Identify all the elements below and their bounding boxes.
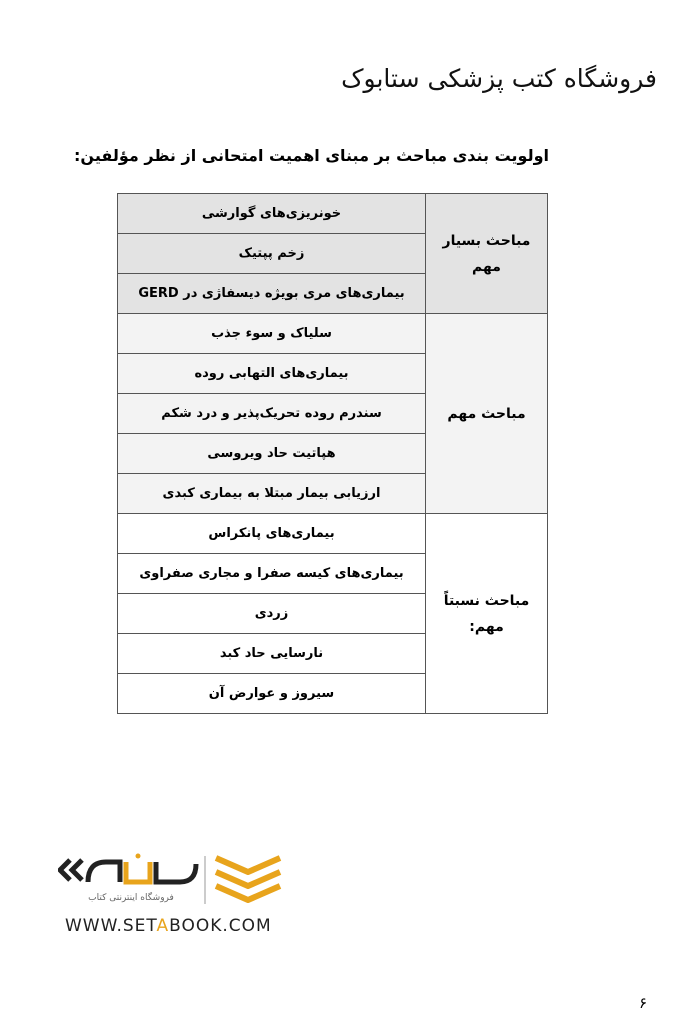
topic-cell: سلیاک و سوء جذب: [118, 314, 426, 354]
topic-cell: نارسایی حاد کبد: [118, 634, 426, 674]
topic-cell: بیماری‌های کیسه صفرا و مجاری صفراوی: [118, 554, 426, 594]
topic-cell: بیماری‌های التهابی روده: [118, 354, 426, 394]
topic-cell: ارزیابی بیمار مبتلا به بیماری کبدی: [118, 474, 426, 514]
category-relatively-important: مباحث نسبتاً مهم:: [426, 514, 548, 714]
table-row: [118, 194, 548, 234]
site-url-prefix: WWW.SET: [65, 916, 157, 936]
topic-cell: زخم پپتیک: [118, 234, 426, 274]
category-important: مباحث مهم: [426, 314, 548, 514]
site-url: [65, 916, 272, 936]
priority-table: [117, 193, 548, 714]
logo-tagline: فروشگاه اینترنتی کتاب: [88, 893, 174, 903]
table-row: [118, 514, 548, 554]
topic-cell: هپاتیت حاد ویروسی: [118, 434, 426, 474]
topic-cell: بیماری‌های مری بویژه دیسفاژی در GERD: [118, 274, 426, 314]
site-url-suffix: BOOK.COM: [169, 916, 272, 936]
category-very-important: مباحث بسیار مهم: [426, 194, 548, 314]
topic-cell: سیروز و عوارض آن: [118, 674, 426, 714]
section-heading: اولویت بندی مباحث بر مبنای اهمیت امتحانی از نظر مؤلفین:: [74, 146, 549, 165]
topic-cell: زردی: [118, 594, 426, 634]
topic-cell: خونریزی‌های گوارشی: [118, 194, 426, 234]
topic-cell: بیماری‌های پانکراس: [118, 514, 426, 554]
topic-cell: سندرم روده تحریک‌پذیر و درد شکم: [118, 394, 426, 434]
page-number: ۶: [638, 994, 647, 1012]
store-title: فروشگاه کتب پزشکی ستابوک: [341, 64, 657, 93]
table-row: [118, 314, 548, 354]
site-url-accent: A: [156, 916, 170, 936]
